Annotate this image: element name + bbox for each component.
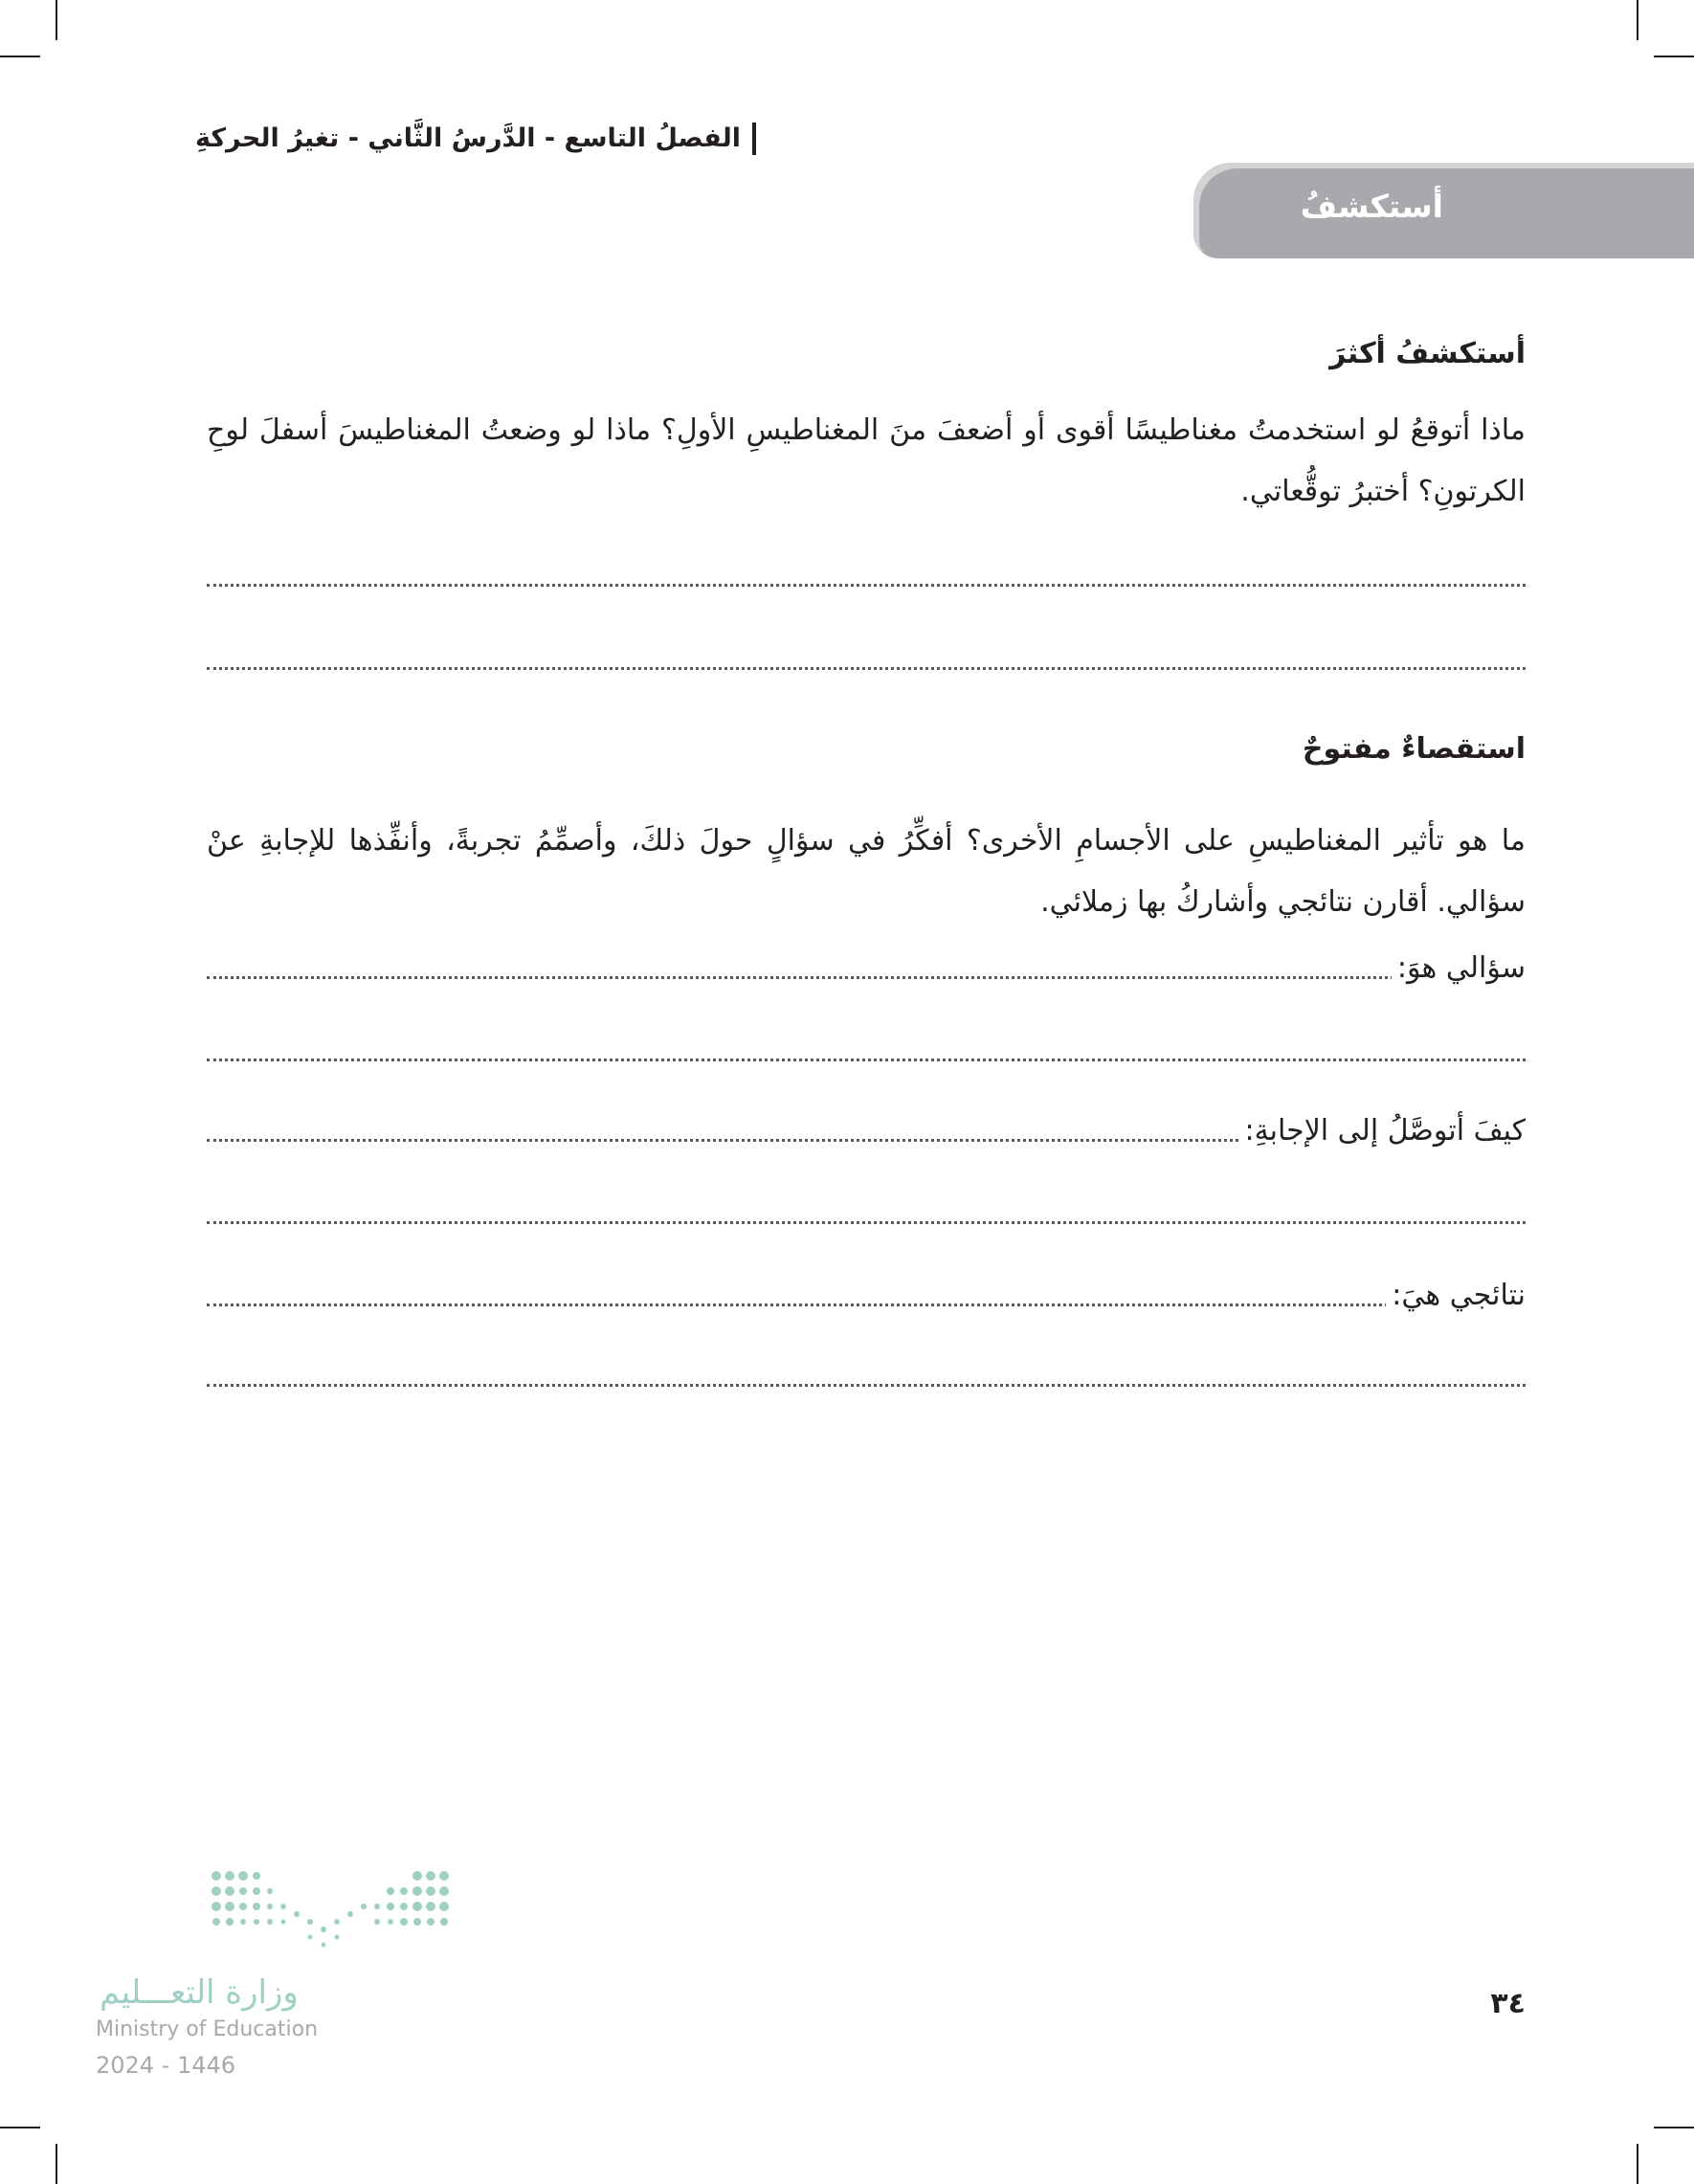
crop-mark: [1637, 0, 1638, 40]
ministry-english-name: Ministry of Education: [96, 2017, 319, 2041]
ministry-arabic-name: وزارة التعـــليم: [100, 1973, 299, 2012]
my-results-label: نتائجي هيَ:: [1386, 1277, 1526, 1315]
chapter-header: الفصلُ التاسع - الدَّرسُ الثَّاني - تغيرُ الحركةِ: [195, 123, 756, 155]
crop-mark: [56, 2144, 57, 2184]
open-inquiry-section: [207, 730, 1526, 933]
open-inquiry-text: ما هو تأثير المغناطيسِ على الأجسامِ الأخرى؟ أفكِّرُ في سؤالٍ حولَ ذلكَ، وأصمِّمُ تجربةً، وأنفِّذها للإجابةِ عنْ سؤالي. أقارن نتائجي وأشاركُ بها زملائي.: [207, 824, 1526, 919]
my-question-label: سؤالي هوَ:: [1392, 949, 1526, 988]
crop-mark: [1637, 2144, 1638, 2184]
answer-line[interactable]: [207, 1059, 1526, 1061]
crop-mark: [1654, 56, 1694, 57]
crop-mark: [0, 2127, 40, 2128]
crop-mark: [56, 0, 57, 40]
crop-mark: [0, 56, 40, 57]
my-results-answer-line[interactable]: [207, 1304, 1526, 1306]
answer-line[interactable]: [207, 584, 1526, 587]
explore-more-section: [207, 335, 1526, 523]
explore-more-text: ماذا أتوقعُ لو استخدمتُ مغناطيسًا أقوى أو أضعفَ منَ المغناطيسِ الأولِ؟ ماذا لو وضعتُ المغناطيسَ أسفلَ لوحِ الكرتونِ؟ أختبرُ توقُّعاتي.: [207, 413, 1526, 508]
answer-line[interactable]: [207, 1384, 1526, 1387]
answer-line[interactable]: [207, 1221, 1526, 1224]
my-question-answer-line[interactable]: [207, 976, 1526, 979]
section-tab: [1193, 163, 1694, 258]
ministry-year: 2024 - 1446: [96, 2052, 236, 2079]
open-inquiry-title: استقصاءٌ مفتوحٌ: [1302, 732, 1526, 766]
section-tab-label: أستكشفُ: [1300, 188, 1443, 225]
answer-line[interactable]: [207, 667, 1526, 670]
how-to-reach-label: كيفَ أتوصَّلُ إلى الإجابةِ:: [1238, 1112, 1526, 1150]
explore-more-title: أستكشفُ أكثرَ: [1329, 337, 1526, 370]
crop-mark: [1654, 2127, 1694, 2128]
page-number: ٣٤: [1490, 1987, 1526, 2020]
ministry-logo-icon: [205, 1866, 454, 1952]
